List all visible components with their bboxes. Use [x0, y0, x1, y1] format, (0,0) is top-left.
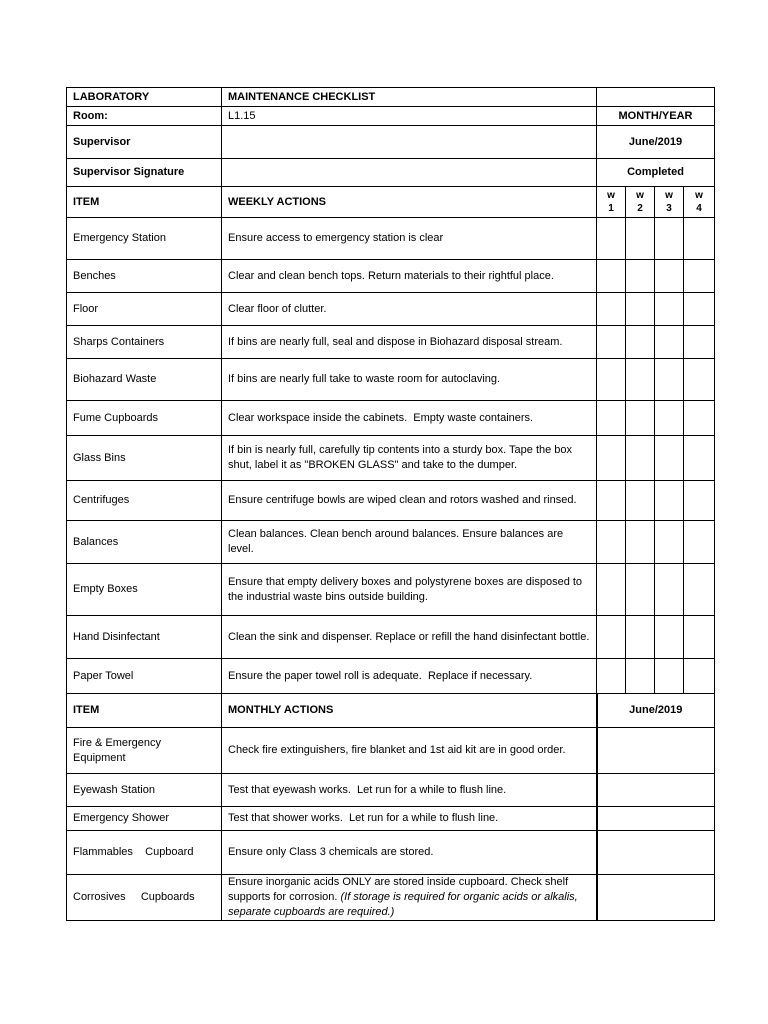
item-action: Clear workspace inside the cabinets. Empty waste containers. — [222, 401, 597, 436]
blank-cell — [597, 88, 715, 107]
weekly-row — [67, 401, 715, 436]
weekly-row — [67, 326, 715, 359]
week-4-header: w 4 — [684, 187, 715, 218]
week-4-checkbox[interactable] — [684, 359, 715, 401]
week-3-checkbox[interactable] — [655, 436, 684, 481]
item-action: Check fire extinguishers, fire blanket and 1st aid kit are in good order. — [222, 728, 597, 774]
month-checkbox[interactable] — [597, 831, 715, 875]
item-name: Balances — [67, 521, 222, 564]
weekly-row — [67, 564, 715, 616]
item-action: If bins are nearly full, seal and dispose in Biohazard disposal stream. — [222, 326, 597, 359]
month-year-label: MONTH/YEAR — [597, 107, 715, 126]
week-3-checkbox[interactable] — [655, 326, 684, 359]
item-action: Test that shower works. Let run for a while to flush line. — [222, 807, 597, 831]
item-name: Floor — [67, 293, 222, 326]
item-name: Benches — [67, 260, 222, 293]
weekly-row — [67, 616, 715, 659]
week-3-checkbox[interactable] — [655, 260, 684, 293]
weekly-row — [67, 260, 715, 293]
item-action — [222, 875, 597, 921]
item-name: Fire & Emergency Equipment — [67, 728, 222, 774]
weekly-actions-header: WEEKLY ACTIONS — [222, 187, 597, 218]
week-3-checkbox[interactable] — [655, 293, 684, 326]
item-name: Glass Bins — [67, 436, 222, 481]
week-2-checkbox[interactable] — [626, 659, 655, 694]
room-label: Room: — [67, 107, 222, 126]
week-4-checkbox[interactable] — [684, 521, 715, 564]
checklist-title: MAINTENANCE CHECKLIST — [222, 88, 597, 107]
header-row-supervisor — [67, 126, 715, 159]
item-name: Sharps Containers — [67, 326, 222, 359]
week-1-checkbox[interactable] — [597, 260, 626, 293]
week-2-checkbox[interactable] — [626, 293, 655, 326]
week-3-checkbox[interactable] — [655, 616, 684, 659]
weekly-item-header: ITEM — [67, 187, 222, 218]
weekly-row — [67, 359, 715, 401]
monthly-row — [67, 807, 715, 831]
header-row-room — [67, 107, 715, 126]
week-3-checkbox[interactable] — [655, 401, 684, 436]
week-2-checkbox[interactable] — [626, 481, 655, 521]
item-name: Flammables Cupboard — [67, 831, 222, 875]
weekly-row — [67, 218, 715, 260]
monthly-header-row — [67, 694, 715, 728]
item-action: Ensure only Class 3 chemicals are stored. — [222, 831, 597, 875]
item-action: Test that eyewash works. Let run for a while to flush line. — [222, 774, 597, 807]
item-action: Ensure centrifuge bowls are wiped clean and rotors washed and rinsed. — [222, 481, 597, 521]
item-action: Clear floor of clutter. — [222, 293, 597, 326]
item-action: If bin is nearly full, carefully tip contents into a sturdy box. Tape the box shut, label it as "BROKEN GLASS" and take to the dumper. — [222, 436, 597, 481]
header-row-title — [67, 88, 715, 107]
week-4-checkbox[interactable] — [684, 260, 715, 293]
monthly-row — [67, 831, 715, 875]
week-2-checkbox[interactable] — [626, 359, 655, 401]
week-4-checkbox[interactable] — [684, 218, 715, 260]
item-name: Hand Disinfectant — [67, 616, 222, 659]
item-action: Ensure access to emergency station is clear — [222, 218, 597, 260]
status-value: Completed — [597, 159, 715, 187]
weekly-row — [67, 481, 715, 521]
week-2-checkbox[interactable] — [626, 326, 655, 359]
weekly-row — [67, 659, 715, 694]
laboratory-label: LABORATORY — [67, 88, 222, 107]
month-checkbox[interactable] — [597, 807, 715, 831]
item-name: Eyewash Station — [67, 774, 222, 807]
week-2-checkbox[interactable] — [626, 260, 655, 293]
item-name: Corrosives Cupboards — [67, 875, 222, 921]
item-name: Centrifuges — [67, 481, 222, 521]
week-3-checkbox[interactable] — [655, 481, 684, 521]
item-action: If bins are nearly full take to waste room for autoclaving. — [222, 359, 597, 401]
week-4-checkbox[interactable] — [684, 326, 715, 359]
monthly-item-header: ITEM — [67, 694, 222, 728]
item-name: Fume Cupboards — [67, 401, 222, 436]
item-action: Clear and clean bench tops. Return materials to their rightful place. — [222, 260, 597, 293]
week-1-checkbox[interactable] — [597, 436, 626, 481]
monthly-month-value: June/2019 — [597, 694, 715, 728]
week-4-checkbox[interactable] — [684, 481, 715, 521]
week-1-checkbox[interactable] — [597, 359, 626, 401]
weekly-header-row — [67, 187, 715, 218]
weekly-row — [67, 521, 715, 564]
item-name: Empty Boxes — [67, 564, 222, 616]
week-1-checkbox[interactable] — [597, 481, 626, 521]
weekly-row — [67, 436, 715, 481]
week-2-checkbox[interactable] — [626, 218, 655, 260]
item-name: Emergency Shower — [67, 807, 222, 831]
week-3-checkbox[interactable] — [655, 218, 684, 260]
month-year-value: June/2019 — [597, 126, 715, 159]
month-checkbox[interactable] — [597, 875, 715, 921]
maintenance-checklist — [66, 87, 714, 921]
week-1-checkbox[interactable] — [597, 293, 626, 326]
month-checkbox[interactable] — [597, 774, 715, 807]
week-2-header: w 2 — [626, 187, 655, 218]
week-3-checkbox[interactable] — [655, 521, 684, 564]
week-4-checkbox[interactable] — [684, 293, 715, 326]
signature-value — [222, 159, 597, 187]
header-row-signature — [67, 159, 715, 187]
item-action: Clean balances. Clean bench around balances. Ensure balances are level. — [222, 521, 597, 564]
week-3-checkbox[interactable] — [655, 359, 684, 401]
item-name: Paper Towel — [67, 659, 222, 694]
monthly-actions-header: MONTHLY ACTIONS — [222, 694, 597, 728]
monthly-row — [67, 774, 715, 807]
week-1-checkbox[interactable] — [597, 326, 626, 359]
item-action: Ensure that empty delivery boxes and polystyrene boxes are disposed to the industrial waste bins outside building. — [222, 564, 597, 616]
item-name: Emergency Station — [67, 218, 222, 260]
week-4-checkbox[interactable] — [684, 564, 715, 616]
week-1-checkbox[interactable] — [597, 401, 626, 436]
week-1-checkbox[interactable] — [597, 616, 626, 659]
week-4-checkbox[interactable] — [684, 401, 715, 436]
action-text: Ensure inorganic acids ONLY are stored inside cupboard. Check shelf supports for corrosion. — [228, 876, 569, 903]
week-3-header: w 3 — [655, 187, 684, 218]
week-1-checkbox[interactable] — [597, 521, 626, 564]
week-4-checkbox[interactable] — [684, 659, 715, 694]
signature-label: Supervisor Signature — [67, 159, 222, 187]
monthly-row — [67, 875, 715, 921]
week-2-checkbox[interactable] — [626, 564, 655, 616]
weekly-row — [67, 293, 715, 326]
month-checkbox[interactable] — [597, 728, 715, 774]
monthly-row — [67, 728, 715, 774]
week-4-checkbox[interactable] — [684, 436, 715, 481]
week-2-checkbox[interactable] — [626, 436, 655, 481]
week-2-checkbox[interactable] — [626, 401, 655, 436]
action-note: (If storage is required for organic acids or alkalis, separate cupboards are required.) — [228, 891, 578, 918]
week-1-checkbox[interactable] — [597, 564, 626, 616]
week-2-checkbox[interactable] — [626, 521, 655, 564]
week-4-checkbox[interactable] — [684, 616, 715, 659]
week-1-checkbox[interactable] — [597, 659, 626, 694]
item-action: Clean the sink and dispenser. Replace or refill the hand disinfectant bottle. — [222, 616, 597, 659]
week-1-header: w 1 — [597, 187, 626, 218]
room-value: L1.15 — [222, 107, 597, 126]
item-name: Biohazard Waste — [67, 359, 222, 401]
week-2-checkbox[interactable] — [626, 616, 655, 659]
week-1-checkbox[interactable] — [597, 218, 626, 260]
supervisor-value — [222, 126, 597, 159]
week-3-checkbox[interactable] — [655, 564, 684, 616]
week-3-checkbox[interactable] — [655, 659, 684, 694]
supervisor-label: Supervisor — [67, 126, 222, 159]
item-action: Ensure the paper towel roll is adequate. Replace if necessary. — [222, 659, 597, 694]
checklist-table — [66, 87, 715, 921]
